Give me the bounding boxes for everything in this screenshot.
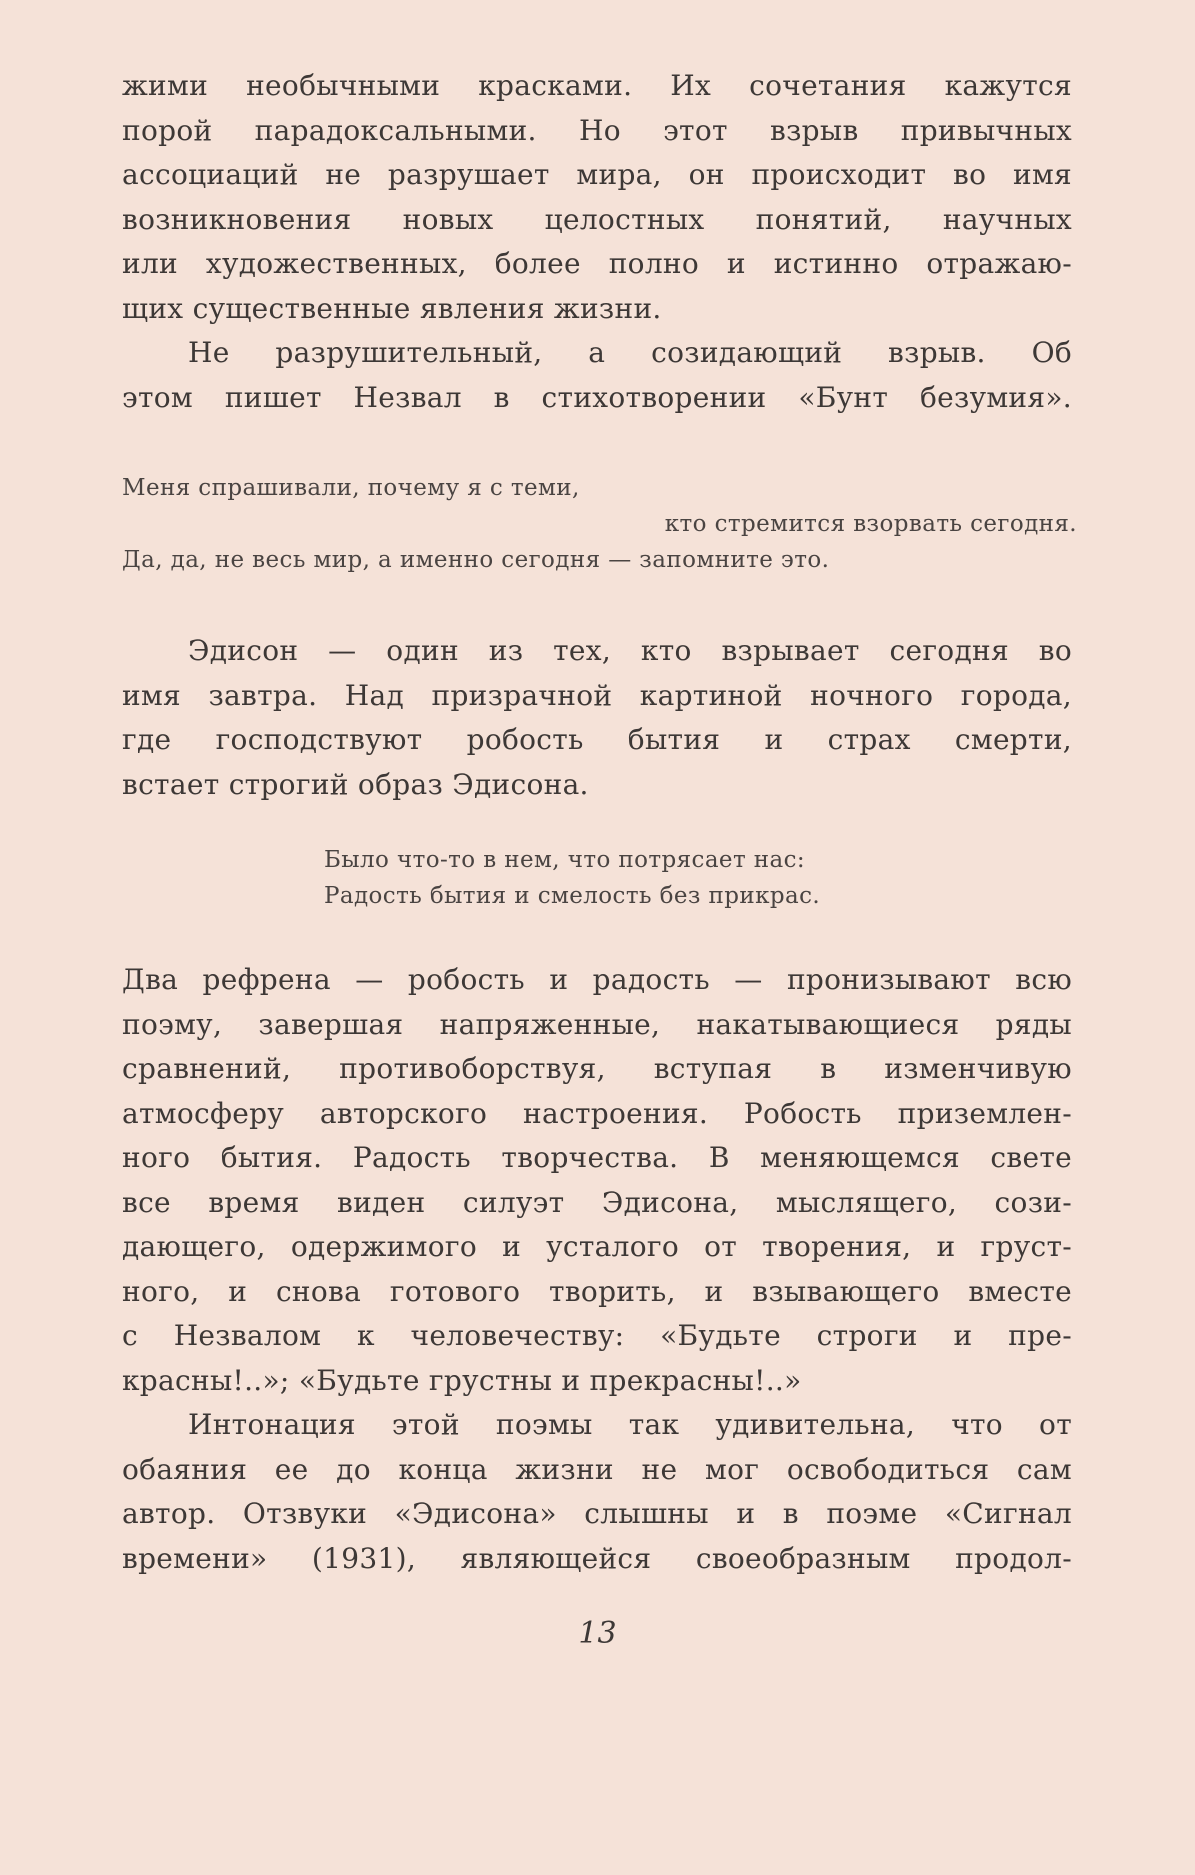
text-line: щих существенные явления жизни. [122, 291, 662, 325]
poem-quote-1 [122, 470, 1077, 578]
text-line: времени» (1931), являющейся своеобразным продол- [122, 1541, 1072, 1575]
text-line: жими необычными красками. Их сочетания кажутся [122, 69, 1072, 102]
text-line: атмосферу авторского настроения. Робость приземлен- [122, 1096, 1072, 1130]
text-line: возникновения новых целостных понятий, научных [122, 202, 1072, 236]
page-number: 13 [578, 1616, 617, 1651]
text-line: ассоциаций не разрушает мира, он происходит во имя [122, 158, 1072, 191]
paragraph-5 [122, 1403, 1072, 1581]
text-line: ного бытия. Радость творчества. В меняющемся свете [122, 1141, 1072, 1174]
text-line: поэму, завершая напряженные, накатывающиеся ряды [122, 1007, 1072, 1041]
text-line: ного, и снова готового творить, и взывающего вместе [122, 1274, 1072, 1308]
text-line: сравнений, противоборствуя, вступая в изменчивую [122, 1052, 1072, 1085]
poem-quote-2 [324, 842, 1024, 914]
text-line: встает строгий образ Эдисона. [122, 767, 589, 801]
text-line: все время виден силуэт Эдисона, мыслящего, сози- [122, 1185, 1072, 1219]
text-line: автор. Отзвуки «Эдисона» слышны и в поэме «Сигнал [122, 1497, 1072, 1530]
paragraph-1 [122, 64, 1072, 331]
text-line: дающего, одержимого и усталого от творения, и груст- [122, 1230, 1072, 1263]
text-line: или художественных, более полно и истинно отражаю- [122, 247, 1072, 280]
text-line: Не разрушительный, а созидающий взрыв. Об [188, 336, 1072, 369]
text-line: порой парадоксальными. Но этот взрыв привычных [122, 113, 1072, 147]
text-line: имя завтра. Над призрачной картиной ночного города, [122, 678, 1072, 712]
paragraph-2 [122, 331, 1072, 420]
poem-line: Да, да, не весь мир, а именно сегодня — запомните это. [122, 547, 830, 573]
poem-line: Было что-то в нем, что потрясает нас: [324, 847, 806, 873]
paragraph-4 [122, 958, 1072, 1403]
text-line: красны!..»; «Будьте грустны и прекрасны!..» [122, 1363, 802, 1397]
text-line: Эдисон — один из тех, кто взрывает сегодня во [188, 634, 1072, 667]
text-line: Интонация этой поэмы так удивительна, что от [188, 1408, 1072, 1441]
poem-line: Меня спрашивали, почему я с теми, [122, 475, 580, 501]
text-line: Два рефрена — робость и радость — пронизывают всю [122, 963, 1072, 996]
text-line: с Незвалом к человечеству: «Будьте строги и пре- [122, 1319, 1072, 1352]
poem-line: Радость бытия и смелость без прикрас. [324, 883, 821, 909]
text-line: обаяния ее до конца жизни не мог освободиться сам [122, 1452, 1072, 1486]
text-line: этом пишет Незвал в стихотворении «Бунт безумия». [122, 380, 1072, 414]
paragraph-3 [122, 629, 1072, 807]
poem-line: кто стремится взорвать сегодня. [664, 511, 1077, 537]
text-line: где господствуют робость бытия и страх смерти, [122, 723, 1072, 756]
